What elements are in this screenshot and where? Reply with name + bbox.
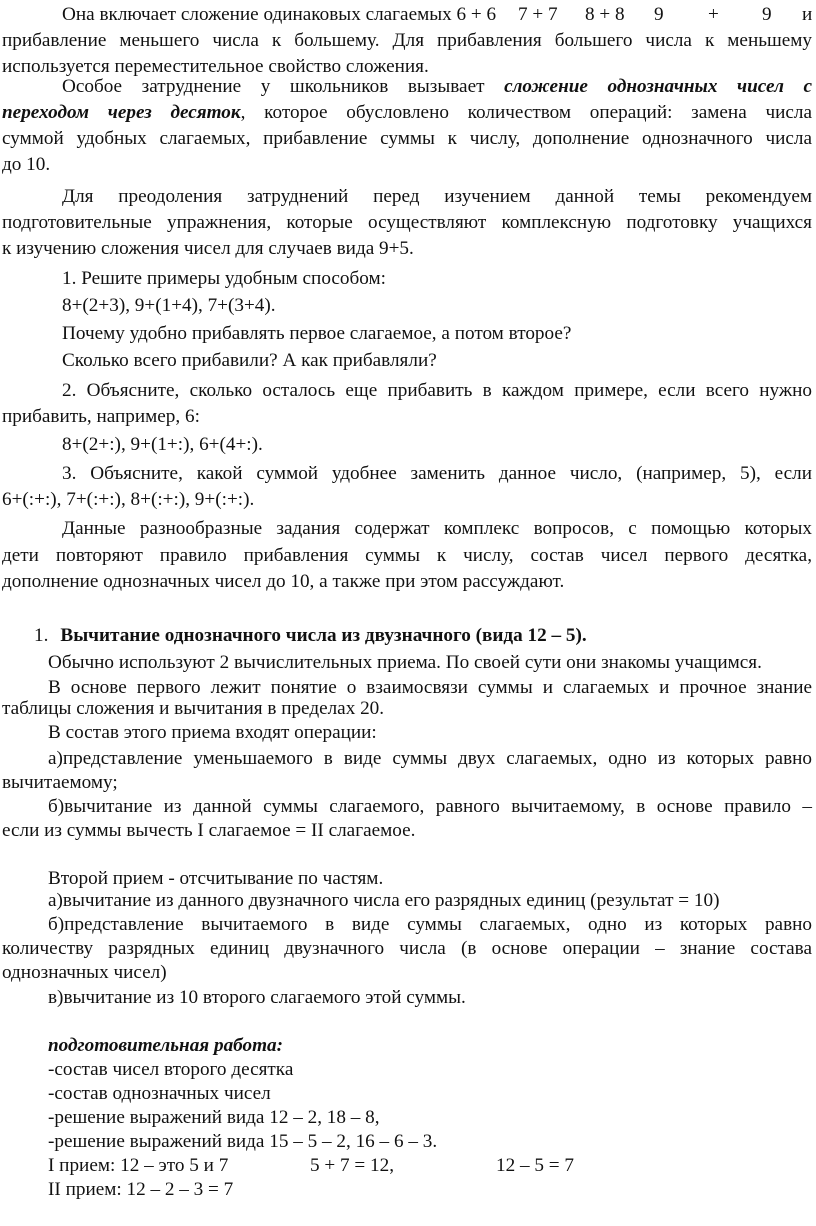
step-a: а)вычитание из данного двузначного числа его разрядных единиц (результат = 10) [48, 890, 720, 911]
section-title: Вычитание однозначного числа из двузначного (вида 12 – 5). [60, 625, 587, 646]
exercise-3-line-1: 3. Объясните, какой суммой удобнее заменить данное число, (например, 5), если [62, 463, 812, 484]
p4-line-3: дополнение однозначных чисел до 10, а также при этом рассуждают. [2, 571, 565, 592]
op-a-line-2: вычитаемому; [2, 772, 118, 793]
p2-line-4: до 10. [2, 154, 51, 175]
text: 9 [654, 4, 664, 25]
p5-line-2: В основе первого лежит понятие о взаимосвязи суммы и слагаемых и прочное знание [48, 677, 812, 698]
emphasis: переходом через десяток [2, 102, 241, 123]
prep-item-2: -состав однозначных чисел [48, 1083, 271, 1104]
step-b-line-2: количеству разрядных единиц двузначного числа (в основе операции – знание состава [2, 938, 812, 959]
prep-item-4: -решение выражений вида 15 – 5 – 2, 16 – 6 – 3. [48, 1131, 438, 1152]
op-b-line-1: б)вычитание из данной суммы слагаемого, равного вычитаемому, в основе правило – [48, 796, 812, 817]
p1-line-2: прибавление меньшего числа к большему. Для прибавления большего числа к меньшему [2, 30, 812, 51]
text: 5 + 7 = 12, [310, 1155, 395, 1176]
p3-line-1: Для преодоления затруднений перед изучением данной темы рекомендуем [62, 186, 812, 207]
exercise-2-line-1: 2. Объясните, сколько осталось еще прибавить в каждом примере, если всего нужно [62, 380, 812, 401]
p6-line-1: Второй прием - отсчитывание по частям. [48, 868, 384, 889]
exercise-3-line-2: 6+(:+:), 7+(:+:), 8+(:+:), 9+(:+:). [2, 489, 255, 510]
text: I прием: 12 – это 5 и 7 [48, 1155, 229, 1176]
step-b-line-3: однозначных чисел) [2, 962, 167, 983]
text: 9 [762, 4, 772, 25]
text: 8 + 8 [585, 4, 625, 25]
text: + [708, 4, 719, 25]
question-1: Почему удобно прибавлять первое слагаемое, а потом второе? [62, 323, 572, 344]
step-b-line-1: б)представление вычитаемого в виде суммы слагаемых, одно из которых равно [48, 914, 812, 935]
question-2: Сколько всего прибавили? А как прибавляли? [62, 350, 437, 371]
method-1 [48, 1153, 648, 1179]
p2-line-3: суммой удобных слагаемых, прибавление суммы к числу, дополнение однозначного числа [2, 128, 812, 149]
prep-item-1: -состав чисел второго десятка [48, 1059, 294, 1080]
prep-heading: подготовительная работа: [48, 1035, 283, 1056]
text: 12 – 5 = 7 [496, 1155, 574, 1176]
section-heading [34, 623, 587, 649]
emphasis: сложение однозначных чисел с [504, 76, 812, 97]
p3-line-3: к изучению сложения чисел для случаев вида 9+5. [2, 238, 414, 259]
p5-line-1: Обычно используют 2 вычислительных приема. По своей сути они знакомы учащимся. [48, 652, 762, 673]
exercise-2-items: 8+(2+:), 9+(1+:), 6+(4+:). [62, 434, 263, 455]
p5-line-4: В состав этого приема входят операции: [48, 722, 377, 743]
section-number: 1. [34, 625, 49, 646]
p2-line-1 [62, 74, 812, 100]
op-b-line-2: если из суммы вычесть I слагаемое = II слагаемое. [2, 820, 416, 841]
prep-item-3: -решение выражений вида 12 – 2, 18 – 8, [48, 1107, 380, 1128]
p4-line-2: дети повторяют правило прибавления суммы к числу, состав чисел первого десятка, [2, 545, 812, 566]
exercise-1: 1. Решите примеры удобным способом: [62, 268, 386, 289]
text: и [802, 4, 813, 25]
p5-line-3: таблицы сложения и вычитания в пределах 20. [2, 698, 385, 719]
text: 7 + 7 [518, 4, 558, 25]
op-a-line-1: а)представление уменьшаемого в виде суммы двух слагаемых, одно из которых равно [48, 748, 812, 769]
step-c: в)вычитание из 10 второго слагаемого этой суммы. [48, 987, 466, 1008]
text: , которое обусловлено количеством операций: замена числа [240, 102, 812, 123]
p3-line-2: подготовительные упражнения, которые осуществляют комплексную подготовку учащихся [2, 212, 812, 233]
exercise-1-items: 8+(2+3), 9+(1+4), 7+(3+4). [62, 295, 276, 316]
text: Особое затруднение у школьников вызывает [62, 76, 485, 97]
text: Она включает сложение одинаковых слагаемых 6 + 6 [62, 4, 497, 25]
p2-line-2 [2, 100, 812, 126]
p1-line-1 [62, 2, 812, 28]
p1-line-3: используется переместительное свойство сложения. [2, 56, 429, 77]
exercise-2-line-2: прибавить, например, 6: [2, 406, 200, 427]
method-2: II прием: 12 – 2 – 3 = 7 [48, 1179, 234, 1200]
p4-line-1: Данные разнообразные задания содержат комплекс вопросов, с помощью которых [62, 518, 812, 539]
